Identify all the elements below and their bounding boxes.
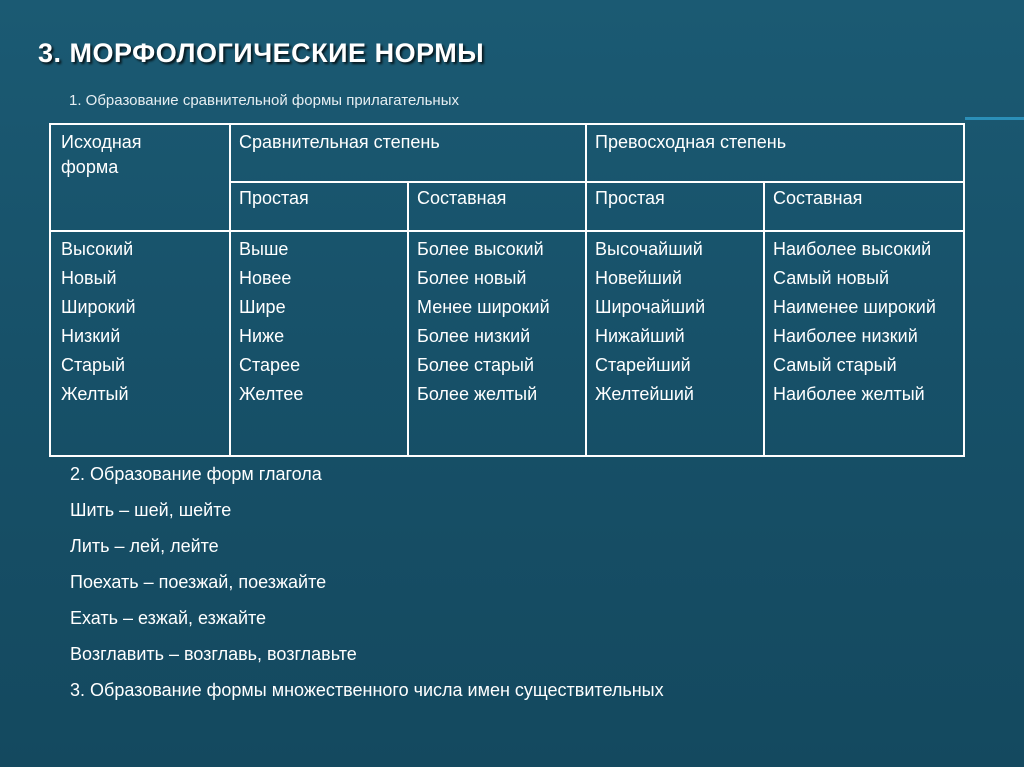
table-cell: Наименее широкий: [773, 297, 936, 317]
header-superlative-compound: Составная: [773, 188, 863, 208]
header-superlative: Превосходная степень: [595, 132, 787, 152]
table-cell: Более новый: [417, 268, 527, 288]
table-cell: Новее: [239, 268, 292, 288]
table-cell: Новый: [61, 268, 117, 288]
table-cell: Старый: [61, 355, 126, 375]
table-cell: Желтее: [239, 384, 304, 404]
column-superlative-simple: [595, 235, 705, 409]
header-source-form-line2: форма: [61, 157, 119, 177]
header-source-form: [61, 130, 142, 180]
header-comparative-simple: Простая: [239, 188, 309, 208]
table-cell: Более низкий: [417, 326, 531, 346]
table-cell: Старейший: [595, 355, 691, 375]
verb-example: Ехать – езжай, езжайте: [70, 608, 267, 628]
column-source-form: [61, 235, 136, 409]
table-cell: Более желтый: [417, 384, 538, 404]
table-cell: Желтый: [61, 384, 129, 404]
table-divider: [407, 181, 409, 455]
slide-title: 3. МОРФОЛОГИЧЕСКИЕ НОРМЫ: [38, 38, 485, 68]
table-cell: Самый старый: [773, 355, 897, 375]
table-cell: Высокий: [61, 239, 134, 259]
table-cell: Низкий: [61, 326, 121, 346]
accent-line: [965, 117, 1024, 120]
header-comparative: Сравнительная степень: [239, 132, 440, 152]
table-cell: Более старый: [417, 355, 535, 375]
table-cell: Желтейший: [595, 384, 694, 404]
slide-subtitle: 1. Образование сравнительной формы прилагательных: [69, 92, 459, 109]
column-comparative-simple: [239, 235, 303, 409]
table-cell: Наиболее желтый: [773, 384, 925, 404]
verb-example: Шить – шей, шейте: [70, 500, 232, 520]
table-cell: Нижайший: [595, 326, 685, 346]
verb-example: Лить – лей, лейте: [70, 536, 219, 556]
table-divider: [763, 181, 765, 455]
column-superlative-compound: [773, 235, 936, 409]
table-cell: Самый новый: [773, 268, 890, 288]
table-cell: Ниже: [239, 326, 285, 346]
table-cell: Более высокий: [417, 239, 544, 259]
table-cell: Широкий: [61, 297, 136, 317]
table-cell: Шире: [239, 297, 286, 317]
table-divider: [229, 181, 963, 183]
table-divider: [229, 125, 231, 455]
verb-example: Возглавить – возглавь, возглавьте: [70, 644, 357, 664]
adjective-comparison-table: [49, 123, 965, 457]
table-cell: Широчайший: [595, 297, 706, 317]
header-comparative-compound: Составная: [417, 188, 507, 208]
table-cell: Менее широкий: [417, 297, 550, 317]
column-comparative-compound: [417, 235, 550, 409]
noun-plural-heading: 3. Образование формы множественного числа имен существительных: [70, 680, 664, 700]
table-divider: [51, 230, 963, 232]
table-cell: Высочайший: [595, 239, 703, 259]
header-superlative-simple: Простая: [595, 188, 665, 208]
verb-example: Поехать – поезжай, поезжайте: [70, 572, 327, 592]
table-cell: Новейший: [595, 268, 682, 288]
table-cell: Выше: [239, 239, 289, 259]
header-source-form-line1: Исходная: [61, 132, 142, 152]
table-cell: Старее: [239, 355, 301, 375]
table-cell: Наиболее низкий: [773, 326, 918, 346]
table-divider: [585, 125, 587, 455]
verb-forms-heading: 2. Образование форм глагола: [70, 464, 322, 484]
table-cell: Наиболее высокий: [773, 239, 932, 259]
